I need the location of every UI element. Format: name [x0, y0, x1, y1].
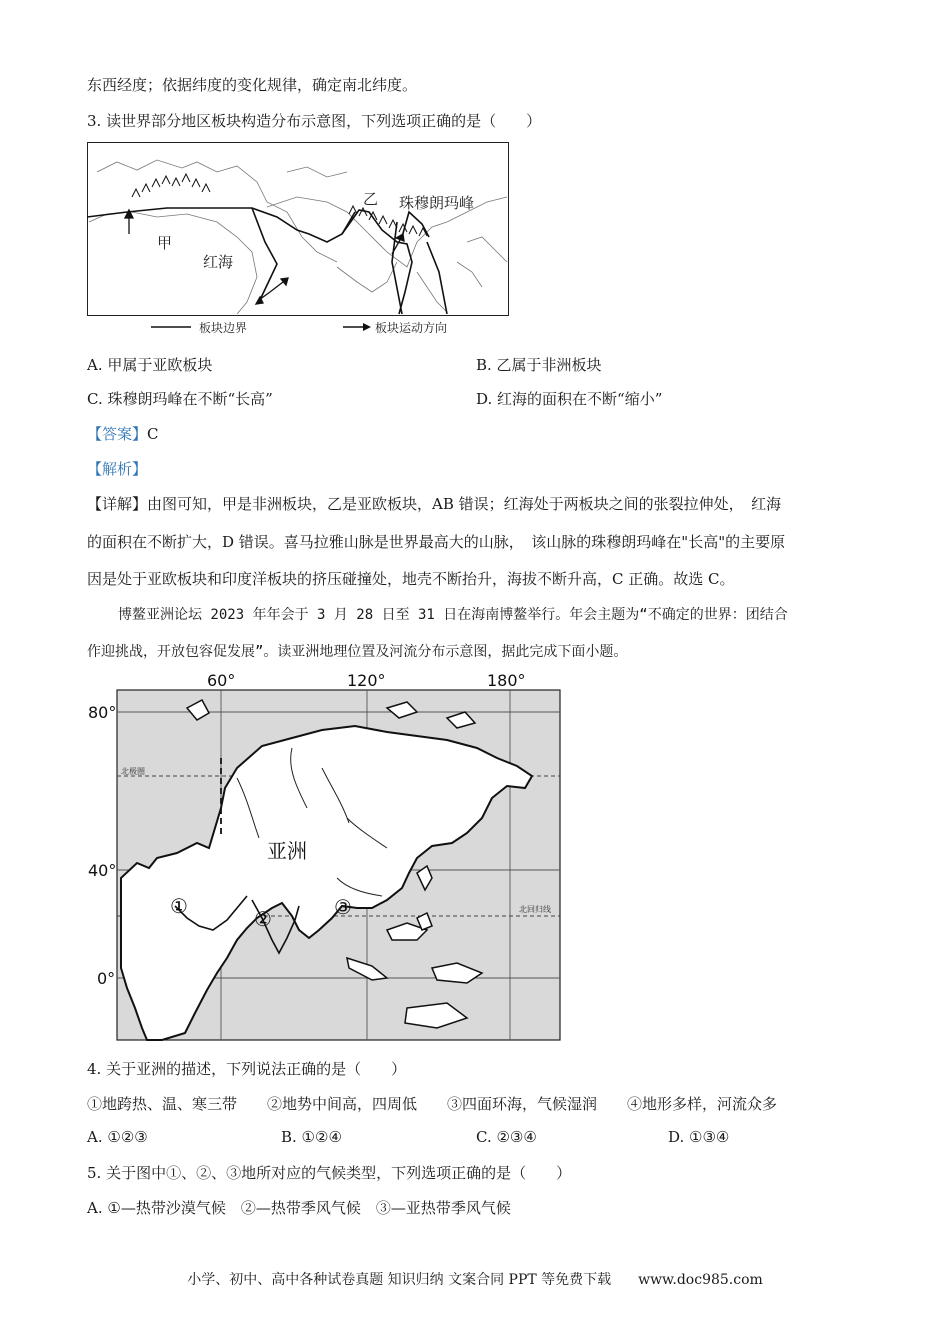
- detail-tag: 【详解】: [87, 495, 148, 513]
- map-frame: [88, 143, 509, 316]
- q3-answer-line: [87, 423, 159, 445]
- lat-40-label: 40°: [88, 861, 117, 880]
- q3-detail-line-3: 因是处于亚欧板块和印度洋板块的挤压碰撞处，地壳不断抬升，海拔不断升高，C 正确。故选 C。: [87, 570, 735, 588]
- lon-120-label: 120°: [347, 671, 386, 690]
- label-yi: 乙: [363, 190, 379, 208]
- plate-map-figure: [87, 142, 510, 338]
- marker-2: ②: [254, 907, 272, 931]
- q3-option-b: B. 乙属于非洲板块: [476, 356, 602, 374]
- legend-motion-label: 板块运动方向: [375, 321, 448, 335]
- asia-map-figure: [87, 668, 567, 1043]
- question-5-stem: 5. 关于图中①、②、③地所对应的气候类型，下列选项正确的是（ ）: [87, 1164, 572, 1182]
- q3-detail-line-2: 的面积在不断扩大，D 错误。喜马拉雅山脉是世界最高大的山脉， 该山脉的珠穆朗玛峰在"长高"的主要原: [87, 533, 786, 551]
- question-4-items: ①地跨热、温、寒三带 ②地势中间高，四周低 ③四面环海，气候湿润 ④地形多样，河流众多: [87, 1095, 778, 1113]
- q5-option-a: A. ①—热带沙漠气候 ②—热带季风气候 ③—亚热带季风气候: [87, 1199, 511, 1217]
- q4-option-a: A. ①②③: [87, 1128, 148, 1146]
- q3-option-a: A. 甲属于亚欧板块: [87, 356, 213, 374]
- q3-option-c: C. 珠穆朗玛峰在不断“长高”: [87, 390, 273, 408]
- plate-map-svg: [87, 142, 510, 338]
- label-redsea: 红海: [203, 253, 234, 271]
- label-everest: 珠穆朗玛峰: [399, 194, 475, 212]
- footer-text: 小学、初中、高中各种试卷真题 知识归纳 文案合同 PPT 等免费下载: [187, 1272, 612, 1288]
- q3-analysis-tag: [87, 458, 147, 480]
- footer-url[interactable]: www.doc985.com: [638, 1272, 763, 1288]
- q3-detail-line-1: [87, 493, 781, 515]
- footer: [0, 1269, 950, 1289]
- marker-1: ①: [170, 894, 188, 918]
- answer-value: C: [147, 425, 159, 443]
- q4-option-d: D. ①③④: [668, 1128, 730, 1146]
- intro-line: 东西经度；依据纬度的变化规律，确定南北纬度。: [87, 76, 418, 94]
- tropic-cancer-label: 北回归线: [519, 905, 551, 914]
- q4-option-b: B. ①②④: [281, 1128, 342, 1146]
- q3-option-d: D. 红海的面积在不断“缩小”: [476, 390, 663, 408]
- q4-option-c: C. ②③④: [476, 1128, 537, 1146]
- question-4-stem: 4. 关于亚洲的描述，下列说法正确的是（ ）: [87, 1060, 407, 1078]
- passage-line-1: 博鳌亚洲论坛 2023 年年会于 3 月 28 日至 31 日在海南博鳌举行。年会主题为“不确定的世界：团结合: [118, 607, 788, 623]
- detail-text-1: 由图可知，甲是非洲板块，乙是亚欧板块，AB 错误；红海处于两板块之间的张裂拉伸处， 红海: [147, 495, 782, 513]
- lon-60-label: 60°: [207, 671, 236, 690]
- lat-80-label: 80°: [88, 703, 117, 722]
- arctic-circle-label: 北极圈: [121, 767, 145, 776]
- question-3-stem: 3. 读世界部分地区板块构造分布示意图，下列选项正确的是（ ）: [87, 112, 542, 130]
- answer-tag: 【答案】: [87, 425, 148, 443]
- passage-line-2: 作迎挑战，开放包容促发展”。读亚洲地理位置及河流分布示意图，据此完成下面小题。: [87, 644, 628, 660]
- asia-map-svg: [87, 668, 567, 1043]
- marker-3: ③: [334, 895, 352, 919]
- analysis-tag: 【解析】: [87, 460, 148, 478]
- asia-label: 亚洲: [267, 839, 307, 863]
- legend-boundary-label: 板块边界: [199, 321, 248, 335]
- lon-180-label: 180°: [487, 671, 526, 690]
- label-jia: 甲: [157, 234, 173, 252]
- lat-0-label: 0°: [97, 969, 116, 988]
- legend-arrow-icon: [363, 323, 371, 331]
